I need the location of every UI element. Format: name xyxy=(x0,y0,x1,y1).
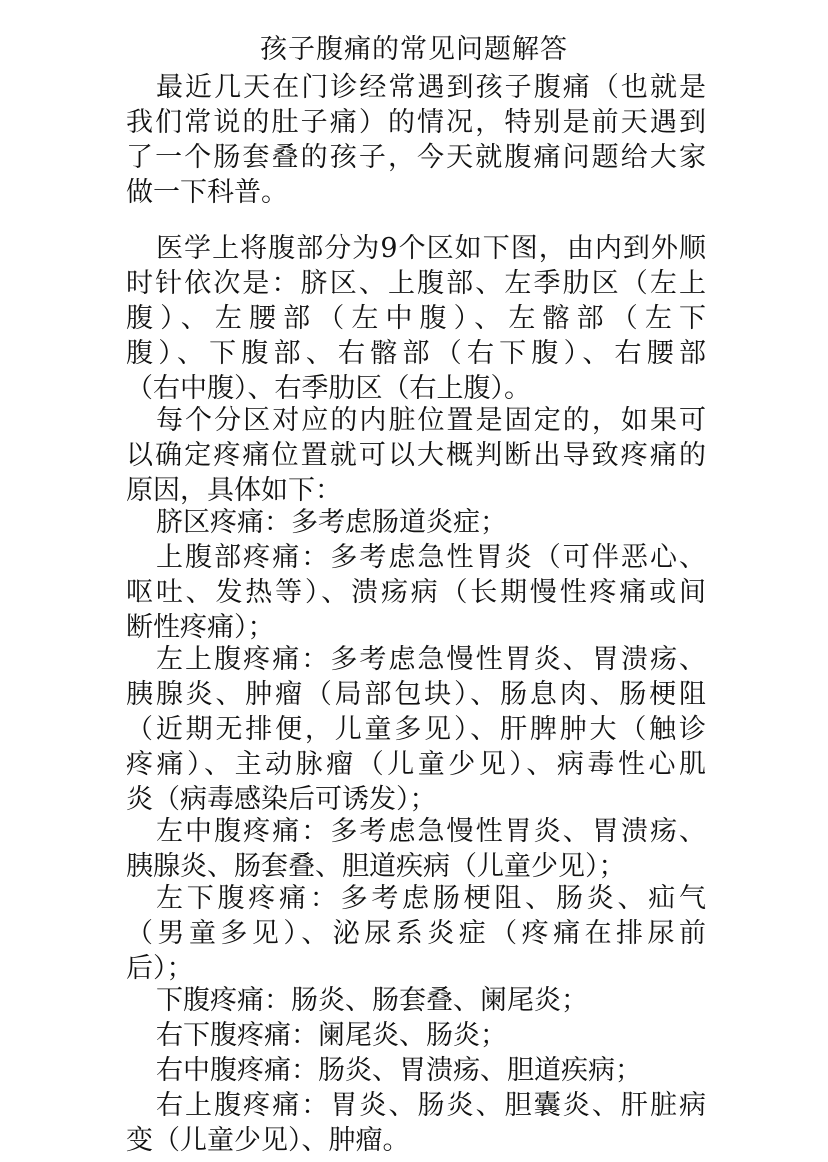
paragraph-line: 呕吐、发热等）、溃疡病（长期慢性疼痛或间 xyxy=(126,577,706,608)
paragraph-line: 胰腺炎、肿瘤（局部包块）、肠息肉、肠梗阻 xyxy=(126,679,706,710)
list-item: 上腹部疼痛：多考虑急性胃炎（可伴恶心、 xyxy=(156,542,706,573)
paragraph-line: 以确定疼痛位置就可以大概判断出导致疼痛的 xyxy=(126,440,706,471)
paragraph-line: 时针依次是：脐区、上腹部、左季肋区（左上 xyxy=(126,268,706,299)
paragraph-line: 原因，具体如下： xyxy=(126,475,342,506)
paragraph-line: （男童多见）、泌尿系炎症（疼痛在排尿前 xyxy=(126,918,706,949)
list-item: 左上腹疼痛：多考虑急慢性胃炎、胃溃疡、 xyxy=(156,644,706,675)
list-item: 左下腹疼痛：多考虑肠梗阻、肠炎、疝气 xyxy=(156,883,706,914)
paragraph-line: 了一个肠套叠的孩子，今天就腹痛问题给大家 xyxy=(126,142,706,173)
paragraph-line: 腹）、左腰部（左中腹）、左髂部（左下 xyxy=(126,303,706,334)
list-item: 右中腹疼痛：肠炎、胃溃疡、胆道疾病； xyxy=(156,1055,642,1086)
paragraph-line: 疼痛）、主动脉瘤（儿童少见）、病毒性心肌 xyxy=(126,749,706,780)
paragraph-line: （近期无排便，儿童多见）、肝脾肿大（触诊 xyxy=(126,714,706,745)
list-item: 左中腹疼痛：多考虑急慢性胃炎、胃溃疡、 xyxy=(156,816,706,847)
paragraph-line: 医学上将腹部分为9个区如下图，由内到外顺 xyxy=(156,233,706,264)
paragraph-line: （右中腹）、右季肋区（右上腹）。 xyxy=(126,373,531,404)
paragraph-line: 我们常说的肚子痛）的情况，特别是前天遇到 xyxy=(126,107,706,138)
paragraph-line: 腹）、下腹部、右髂部（右下腹）、右腰部 xyxy=(126,338,706,369)
list-item: 下腹疼痛：肠炎、肠套叠、阑尾炎； xyxy=(156,985,588,1016)
list-item: 脐区疼痛：多考虑肠道炎症； xyxy=(156,507,507,538)
paragraph-line: 断性疼痛）； xyxy=(126,612,275,643)
paragraph-line: 后）； xyxy=(126,953,194,984)
paragraph-line: 变（儿童少见）、肿瘤。 xyxy=(126,1125,410,1156)
list-item: 右下腹疼痛：阑尾炎、肠炎； xyxy=(156,1020,507,1051)
paragraph-line: 胰腺炎、肠套叠、胆道疾病（儿童少见）； xyxy=(126,851,626,882)
paragraph-line: 做一下科普。 xyxy=(126,177,288,208)
list-item: 右上腹疼痛：胃炎、肠炎、胆囊炎、肝脏病 xyxy=(156,1090,706,1121)
paragraph-line: 每个分区对应的内脏位置是固定的，如果可 xyxy=(156,405,706,436)
paragraph-line: 最近几天在门诊经常遇到孩子腹痛（也就是 xyxy=(156,72,706,103)
document-title: 孩子腹痛的常见问题解答 xyxy=(260,34,568,65)
paragraph-line: 炎（病毒感染后可诱发）； xyxy=(126,784,437,815)
